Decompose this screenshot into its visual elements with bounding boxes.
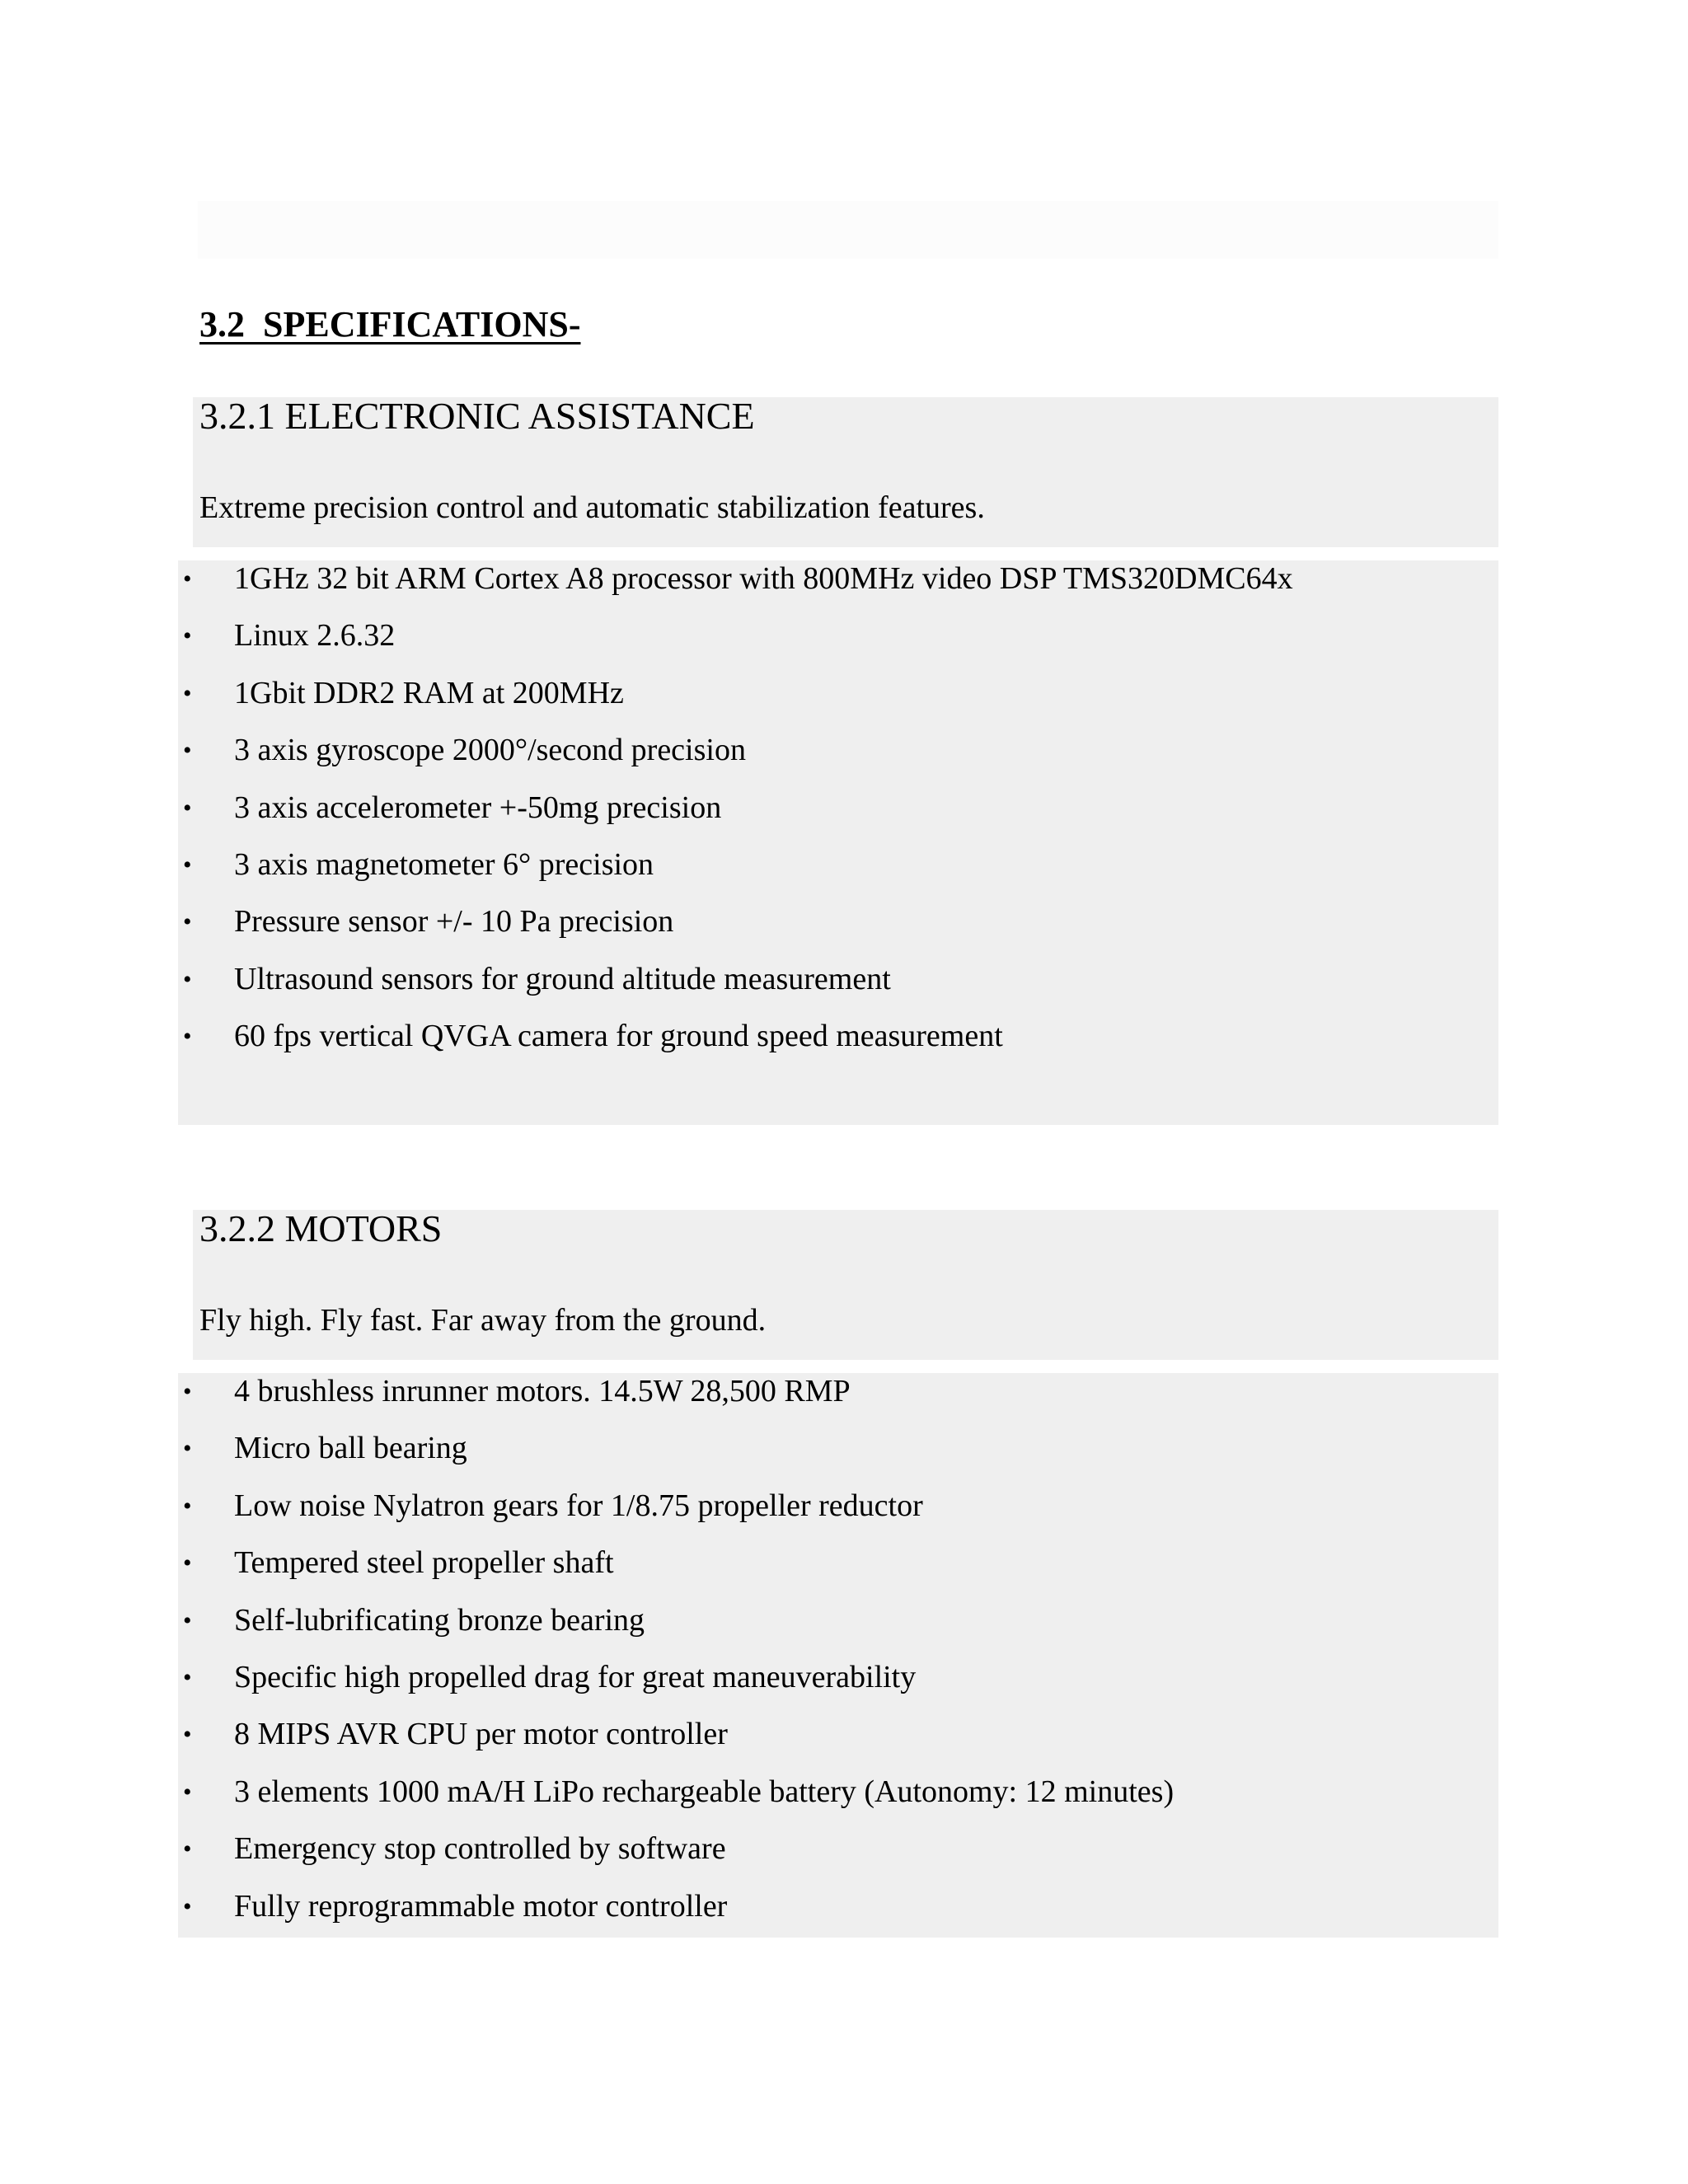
spec-item-text: Specific high propelled drag for great maneuverability [234, 1659, 917, 1694]
spec-item-text: 3 elements 1000 mA/H LiPo rechargeable battery (Autonomy: 12 minutes) [234, 1774, 1175, 1809]
section-title: 3.2 SPECIFICATIONS- [199, 304, 581, 344]
bullet-icon: • [183, 1378, 192, 1405]
header-placeholder-bar [198, 201, 1498, 259]
electronic-heading: 3.2.1 ELECTRONIC ASSISTANCE [199, 395, 755, 437]
spec-item-text: 8 MIPS AVR CPU per motor controller [234, 1717, 728, 1752]
spec-item-text: Linux 2.6.32 [234, 618, 396, 654]
spec-item-text: Tempered steel propeller shaft [234, 1545, 614, 1581]
bullet-icon: • [183, 1778, 192, 1806]
bullet-icon: • [183, 1606, 192, 1634]
bullet-icon: • [183, 794, 192, 822]
spec-item-text: 3 axis magnetometer 6° precision [234, 846, 654, 882]
bullet-icon: • [183, 1549, 192, 1577]
bullet-icon: • [183, 1663, 192, 1691]
spec-item-text: 3 axis accelerometer +-50mg precision [234, 790, 722, 825]
spec-item-text: 1Gbit DDR2 RAM at 200MHz [234, 675, 624, 710]
bullet-icon: • [183, 908, 192, 936]
spec-item-text: 1GHz 32 bit ARM Cortex A8 processor with 800MHz video DSP TMS320DMC64x [234, 561, 1293, 596]
bullet-icon: • [183, 1492, 192, 1520]
motors-heading: 3.2.2 MOTORS [199, 1207, 443, 1249]
electronic-tagline: Extreme precision control and automatic stabilization features. [199, 490, 985, 525]
spec-item-text: Low noise Nylatron gears for 1/8.75 propeller reductor [234, 1488, 923, 1523]
bullet-icon: • [183, 679, 192, 707]
bullet-icon: • [183, 851, 192, 879]
spec-item-text: Micro ball bearing [234, 1431, 467, 1466]
spec-item-text: Self-lubrificating bronze bearing [234, 1602, 645, 1638]
spec-item-text: Pressure sensor +/- 10 Pa precision [234, 904, 674, 940]
bullet-icon: • [183, 1721, 192, 1749]
bullet-icon: • [183, 737, 192, 765]
spec-item-text: Fully reprogrammable motor controller [234, 1888, 728, 1924]
spec-item-text: Ultrasound sensors for ground altitude measurement [234, 961, 891, 996]
bullet-icon: • [183, 565, 192, 593]
bullet-icon: • [183, 1835, 192, 1863]
bullet-icon: • [183, 1892, 192, 1920]
motors-tagline: Fly high. Fly fast. Far away from the ground. [199, 1303, 767, 1338]
bullet-icon: • [183, 1023, 192, 1051]
spec-item-text: 60 fps vertical QVGA camera for ground speed measurement [234, 1019, 1003, 1054]
spec-item-text: 4 brushless inrunner motors. 14.5W 28,500 RMP [234, 1374, 851, 1408]
spec-item-text: Emergency stop controlled by software [234, 1831, 726, 1867]
spec-item-text: 3 axis gyroscope 2000°/second precision [234, 733, 746, 768]
bullet-icon: • [183, 1435, 192, 1463]
bullet-icon: • [183, 622, 192, 650]
bullet-icon: • [183, 965, 192, 993]
